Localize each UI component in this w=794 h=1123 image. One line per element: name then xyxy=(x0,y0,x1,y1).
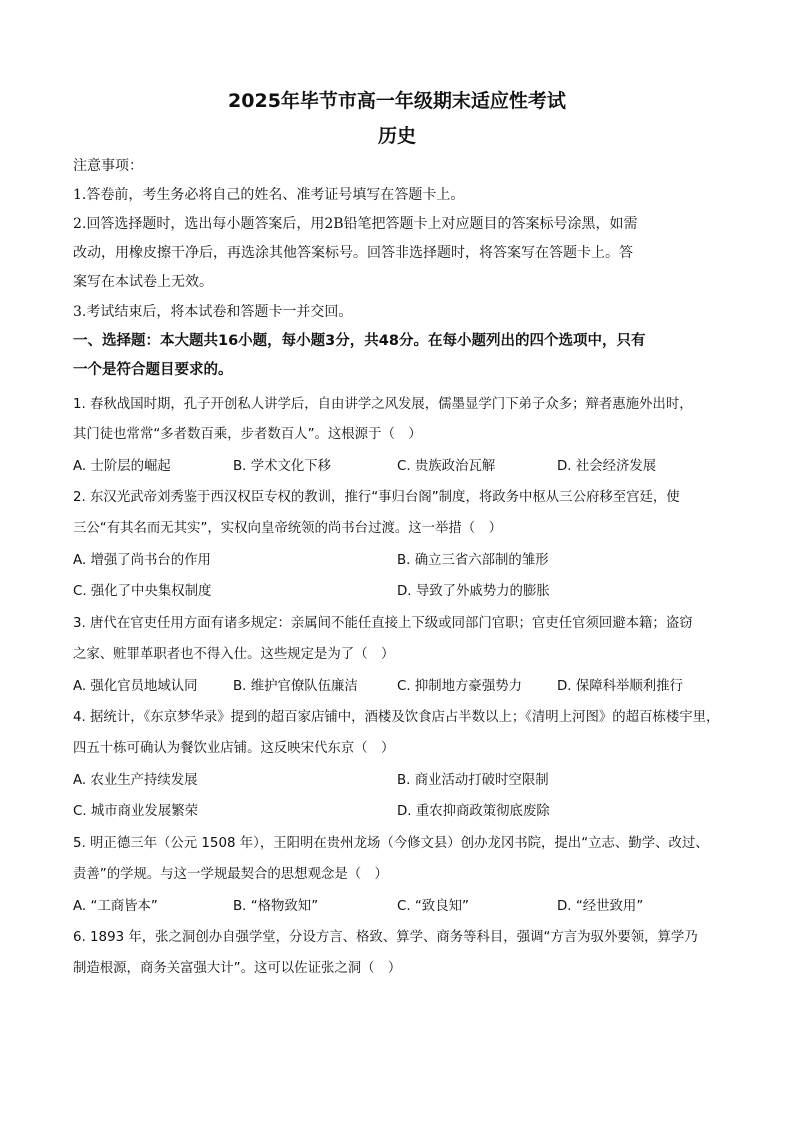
option-a: A. 增强了尚书台的作用 xyxy=(73,553,211,568)
option-a: A. “工商皆本” xyxy=(73,899,158,914)
option-c: C. “致良知” xyxy=(397,899,469,914)
question-stem: 3. 唐代在官吏任用方面有诸多规定：亲属间不能任直接上下级或同部门官职；官吏任官须回避本籍；盗窃 xyxy=(73,616,693,631)
section-heading-cont: 一个是符合题目要求的。 xyxy=(73,362,233,378)
exam-title: 2025年毕节市高一年级期末适应性考试 xyxy=(228,90,566,112)
notice-item: 改动，用橡皮擦干净后，再选涂其他答案标号。回答非选择题时，将答案写在答题卡上。答 xyxy=(73,245,633,261)
option-d: D. “经世致用” xyxy=(557,899,644,914)
question-stem: 责善”的学规。与这一学规最契合的思想观念是（ ） xyxy=(73,867,388,882)
question-stem: 5. 明正德三年（公元 1508 年），王阳明在贵州龙场（今修文县）创办龙冈书院，提出“立志、勤学、改过、 xyxy=(73,836,709,851)
subject-title: 历史 xyxy=(377,125,416,147)
option-c: C. 贵族政治瓦解 xyxy=(397,459,496,474)
question-stem: 4. 据统计，《东京梦华录》提到的超百家店铺中，酒楼及饮食店占半数以上；《清明上河图》的超百栋楼宇里， xyxy=(73,710,720,725)
option-b: B. 商业活动打破时空限制 xyxy=(397,773,549,788)
question-stem: 其门徒也常常“多者数百乘，步者数百人”。这根源于（ ） xyxy=(73,427,422,442)
option-d: D. 保障科举顺利推行 xyxy=(557,679,683,694)
option-c: C. 抑制地方豪强势力 xyxy=(397,679,522,694)
option-b: B. “格物致知” xyxy=(233,899,319,914)
option-d: D. 社会经济发展 xyxy=(557,459,657,474)
option-a: A. 士阶层的崛起 xyxy=(73,459,171,474)
notice-item: 1.答卷前，考生务必将自己的姓名、准考证号填写在答题卡上。 xyxy=(73,187,465,203)
option-a: A. 农业生产持续发展 xyxy=(73,773,198,788)
option-c: C. 城市商业发展繁荣 xyxy=(73,804,198,819)
notice-item: 3.考试结束后，将本试卷和答题卡一并交回。 xyxy=(73,304,353,320)
section-heading: 一、选择题：本大题共16小题，每小题3分，共48分。在每小题列出的四个选项中，只有 xyxy=(73,333,646,349)
notice-item: 案写在本试卷上无效。 xyxy=(73,274,213,290)
option-d: D. 重农抑商政策彻底废除 xyxy=(397,804,550,819)
notice-item: 2.回答选择题时，选出每小题答案后，用2B铅笔把答题卡上对应题目的答案标号涂黑，如需 xyxy=(73,216,638,232)
question-stem: 1. 春秋战国时期，孔子开创私人讲学后，自由讲学之风发展，儒墨显学门下弟子众多；辩者惠施外出时， xyxy=(73,397,693,412)
question-stem: 四五十栋可确认为餐饮业店铺。这反映宋代东京（ ） xyxy=(73,741,395,756)
option-a: A. 强化官员地域认同 xyxy=(73,679,198,694)
option-d: D. 导致了外戚势力的膨胀 xyxy=(397,584,550,599)
question-stem: 之家、赃罪革职者也不得入仕。这些规定是为了（ ） xyxy=(73,647,395,662)
option-b: B. 确立三省六部制的雏形 xyxy=(397,553,549,568)
question-stem: 制造根源，商务关富强大计”。这可以佐证张之洞（ ） xyxy=(73,961,402,976)
option-b: B. 维护官僚队伍廉洁 xyxy=(233,679,358,694)
question-stem: 2. 东汉光武帝刘秀鉴于西汉权臣专权的教训，推行“事归台阁”制度，将政务中枢从三公府移至宫廷，使 xyxy=(73,490,680,505)
question-stem: 6. 1893 年，张之洞创办自强学堂，分设方言、格致、算学、商务等科目，强调“方言为驭外要领，算学乃 xyxy=(73,930,698,945)
option-c: C. 强化了中央集权制度 xyxy=(73,584,212,599)
option-b: B. 学术文化下移 xyxy=(233,459,332,474)
question-stem: 三公“有其名而无其实”，实权向皇帝统领的尚书台过渡。这一举措（ ） xyxy=(73,521,502,536)
notice-heading: 注意事项： xyxy=(73,158,143,174)
